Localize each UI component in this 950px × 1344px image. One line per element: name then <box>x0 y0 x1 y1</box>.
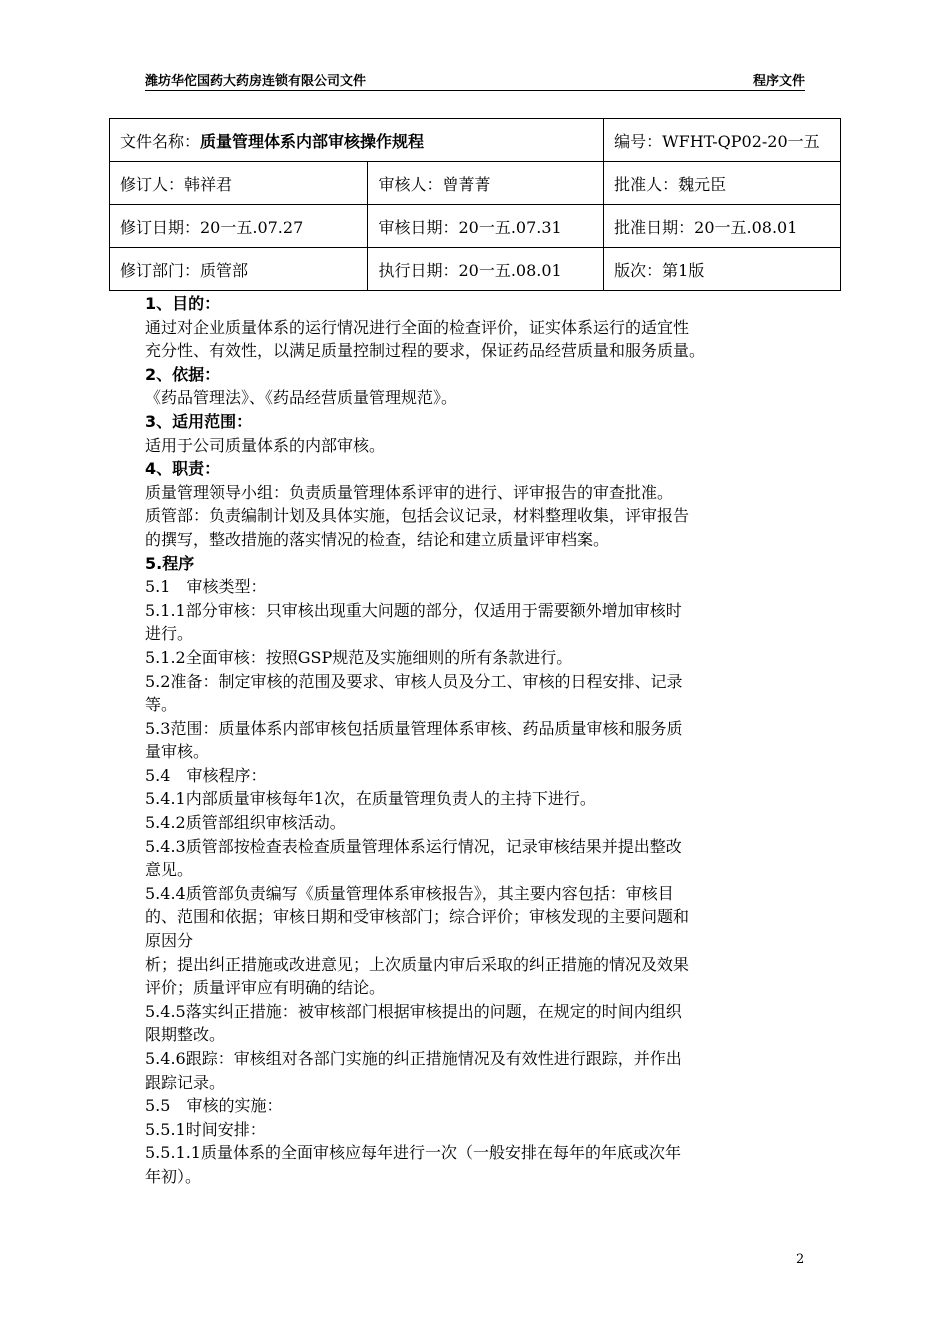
body-line: 5.5.1.1质量体系的全面审核应每年进行一次（一般安排在每年的年底或次年 <box>145 1143 681 1163</box>
table-row <box>110 119 841 162</box>
section-heading: 3、适用范围： <box>145 411 253 431</box>
body-line: 适用于公司质量体系的内部审核。 <box>145 435 386 455</box>
document-info-table <box>109 118 841 291</box>
body-line: 析；提出纠正措施或改进意见；上次质量内审后采取的纠正措施的情况及效果 <box>145 954 690 974</box>
body-line: 跟踪记录。 <box>145 1072 226 1092</box>
reviewer-cell: 审核人：曾菁菁 <box>368 162 604 205</box>
doc-name-label: 文件名称： <box>120 131 201 151</box>
body-line: 进行。 <box>145 624 194 644</box>
approver-cell: 批准人：魏元臣 <box>604 162 841 205</box>
body-line: 量审核。 <box>145 742 210 762</box>
body-line: 《药品管理法》、《药品经营质量管理规范》。 <box>145 388 458 408</box>
version-cell: 版次：第1版 <box>604 248 841 291</box>
page-header <box>145 68 805 91</box>
body-line: 5.3范围：质量体系内部审核包括质量管理体系审核、药品质量审核和服务质 <box>145 718 683 738</box>
section-heading: 2、依据： <box>145 364 221 384</box>
body-line: 5.5.1时间安排： <box>145 1119 266 1139</box>
body-line: 年初）。 <box>145 1166 202 1186</box>
doc-code-cell: 编号：WFHT-QP02-20一五 <box>604 119 841 162</box>
reviser-cell: 修订人：韩祥君 <box>110 162 368 205</box>
doc-name-cell <box>110 119 604 162</box>
doc-type-label: 程序文件 <box>752 74 805 89</box>
table-row <box>110 162 841 205</box>
body-line: 原因分 <box>145 931 194 951</box>
document-body <box>145 292 815 1189</box>
body-line: 5.1.2全面审核：按照GSP规范及实施细则的所有条款进行。 <box>145 647 573 667</box>
body-line: 的撰写，整改措施的落实情况的检查，结论和建立质量评审档案。 <box>145 529 610 549</box>
body-line: 通过对企业质量体系的运行情况进行全面的检查评价，证实体系运行的适宜性 <box>145 317 690 337</box>
body-line: 5.1 审核类型： <box>145 577 267 597</box>
section-heading: 5.程序 <box>145 553 195 573</box>
body-line: 5.4.5落实纠正措施：被审核部门根据审核提出的问题，在规定的时间内组织 <box>145 1001 682 1021</box>
body-line: 的、范围和依据；审核日期和受审核部门；综合评价；审核发现的主要问题和 <box>145 907 690 927</box>
body-line: 5.5 审核的实施： <box>145 1096 283 1116</box>
body-line: 意见。 <box>145 860 194 880</box>
body-line: 5.4.6跟踪：审核组对各部门实施的纠正措施情况及有效性进行跟踪，并作出 <box>145 1049 682 1068</box>
page-number: 2 <box>796 1252 805 1267</box>
body-line: 限期整改。 <box>145 1025 226 1045</box>
doc-name-value: 质量管理体系内部审核操作规程 <box>200 131 425 151</box>
body-line: 质管部：负责编制计划及具体实施，包括会议记录，材料整理收集，评审报告 <box>145 506 690 526</box>
body-line: 质量管理领导小组：负责质量管理体系评审的进行、评审报告的审查批准。 <box>145 482 674 502</box>
body-line: 5.1.1部分审核：只审核出现重大问题的部分，仅适用于需要额外增加审核时 <box>145 600 682 620</box>
company-doc-title: 潍坊华佗国药大药房连锁有限公司文件 <box>145 74 367 89</box>
body-line: 5.4.2质管部组织审核活动。 <box>145 813 346 833</box>
body-line: 5.4.4质管部负责编写《质量管理体系审核报告》，其主要内容包括：审核目 <box>145 883 674 903</box>
section-heading: 4、职责： <box>145 459 221 479</box>
body-line: 充分性、有效性，以满足质量控制过程的要求，保证药品经营质量和服务质量。 <box>145 341 706 361</box>
revise-date-cell: 修订日期：20一五.07.27 <box>110 205 368 248</box>
body-line: 等。 <box>145 695 178 715</box>
dept-cell: 修订部门：质管部 <box>110 248 368 291</box>
section-heading: 1、目的： <box>145 294 221 313</box>
review-date-cell: 审核日期：20一五.07.31 <box>368 205 604 248</box>
exec-date-cell: 执行日期：20一五.08.01 <box>368 248 604 291</box>
body-line: 评价；质量评审应有明确的结论。 <box>145 978 386 998</box>
table-row <box>110 248 841 291</box>
body-line: 5.2准备：制定审核的范围及要求、审核人员及分工、审核的日程安排、记录 <box>145 671 683 691</box>
table-row <box>110 205 841 248</box>
body-line: 5.4.1内部质量审核每年1次，在质量管理负责人的主持下进行。 <box>145 789 596 809</box>
body-line: 5.4.3质管部按检查表检查质量管理体系运行情况，记录审核结果并提出整改 <box>145 836 682 856</box>
approve-date-cell: 批准日期：20一五.08.01 <box>604 205 841 248</box>
body-line: 5.4 审核程序： <box>145 765 267 785</box>
